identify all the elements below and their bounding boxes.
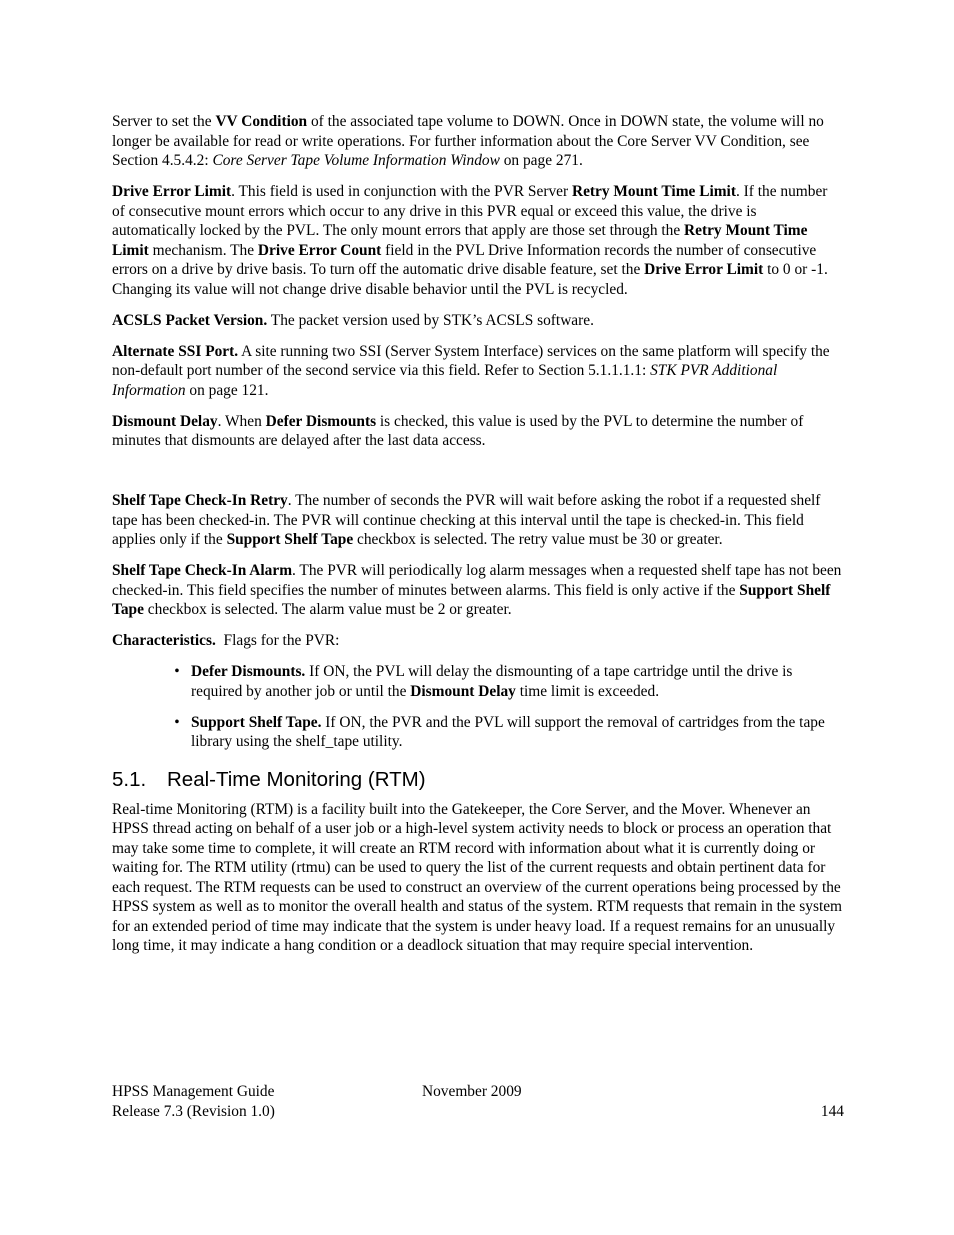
text-run: on page 271.: [499, 152, 583, 169]
text-run: . If the number of consecutive mount errors which occur to any drive in this PVR equal or exceed this value, the drive is automatically locked by the PVL. The only mount errors that apply are those set through the: [112, 183, 828, 239]
term-retry-mount-time-limit: Retry Mount Time Limit: [571, 183, 736, 200]
bullet-icon: •: [174, 663, 180, 680]
text-run: mechanism. The: [148, 241, 258, 259]
reference-title: STK PVR Additional Information: [112, 362, 778, 399]
term-shelf-tape-check-in-retry: Shelf Tape Check-In Retry: [112, 492, 288, 509]
text-run: Flags for the PVR:: [215, 632, 340, 649]
text-run: checkbox is selected. The retry value must be 30 or greater.: [353, 531, 723, 548]
footer-date: November 2009: [422, 1083, 522, 1100]
drive-error-limit-paragraph: [112, 182, 844, 299]
text-run: . The number of seconds the PVR will wait before asking the robot if a requested shelf tape has been checked-in. The PVR will continue checking at this interval until the tape is checked-in. This field applies only if the: [112, 492, 821, 548]
section-title: Real-Time Monitoring (RTM): [167, 767, 426, 791]
term-drive-error-limit: Drive Error Limit: [112, 183, 232, 200]
page-number: 144: [820, 1103, 844, 1120]
term-dismount-delay: Dismount Delay: [410, 682, 516, 700]
term-vv-condition: VV Condition: [215, 113, 308, 130]
text-run: checkbox is selected. The alarm value must be 2 or greater.: [143, 601, 512, 618]
text-run: . When: [217, 412, 266, 430]
term-drive-error-limit: Drive Error Limit: [644, 261, 764, 278]
term-characteristics: Characteristics.: [112, 632, 216, 649]
footer-guide-title: HPSS Management Guide: [112, 1083, 275, 1100]
shelf-tape-alarm-paragraph: [112, 561, 844, 620]
section-number: 5.1.: [112, 767, 147, 791]
footer-release: Release 7.3 (Revision 1.0): [112, 1103, 275, 1120]
reference-title: Core Server Tape Volume Information Window: [212, 152, 500, 169]
text-run: The packet version used by STK’s ACSLS software.: [267, 311, 594, 329]
shelf-tape-retry-paragraph: [112, 491, 844, 550]
body-text: [112, 112, 844, 967]
section-heading: [112, 768, 844, 792]
text-run: on page 121.: [185, 381, 269, 399]
dismount-delay-paragraph: [112, 412, 844, 451]
text-run: is checked, this value is used by the PVL to determine the number of minutes that dismounts are delayed after the last data access.: [112, 412, 804, 449]
text-run: . This field is used in conjunction with the PVR Server: [231, 183, 572, 200]
bullet-icon: •: [174, 713, 180, 731]
term-support-shelf-tape: Support Shelf Tape.: [191, 713, 322, 731]
flags-list: [112, 662, 844, 752]
vv-condition-paragraph: [112, 112, 844, 171]
text-run: If ON, the PVL will delay the dismounting of a tape cartridge until the drive is required by another job or until the: [191, 663, 793, 700]
list-item-support-shelf-tape: [174, 713, 841, 752]
term-acsls-packet-version: ACSLS Packet Version.: [112, 311, 268, 329]
term-shelf-tape-check-in-alarm: Shelf Tape Check-In Alarm: [112, 562, 293, 579]
text-run: of the associated tape volume to DOWN. Once in DOWN state, the volume will no longer be available for read or write operations. For further information about the Core Server VV Condition, see Section 4.5.4.2:: [112, 113, 824, 169]
text-run: . The PVR will periodically log alarm messages when a requested shelf tape has not been checked-in. This field specifies the number of minutes between alarms. This field is only active if the: [112, 562, 842, 599]
text-run: field in the PVL Drive Information records the number of consecutive errors on a drive by drive basis. To turn off the automatic drive disable feature, set the: [112, 241, 817, 278]
characteristics-paragraph: [112, 631, 844, 651]
term-defer-dismounts: Defer Dismounts.: [191, 663, 306, 680]
term-retry-mount-time-limit: Retry Mount Time Limit: [112, 222, 808, 259]
term-support-shelf-tape: Support Shelf Tape: [226, 531, 354, 548]
text-run: A site running two SSI (Server System Interface) services on the same platform will specify the non-default port number of the second service via this field. Refer to Section 5.1.1.1.1:: [112, 342, 830, 379]
text-run: Server to set the: [112, 113, 216, 130]
list-item-defer-dismounts: [174, 662, 841, 701]
text-run: If ON, the PVR and the PVL will support the removal of cartridges from the tape library using the shelf_tape utility.: [191, 713, 825, 750]
rtm-paragraph: Real-time Monitoring (RTM) is a facility built into the Gatekeeper, the Core Server, and the Mover. Whenever an HPSS thread acting on behalf of a user job or a high-level system activity needs to block or process an operation that may take some time to complete, it will create an RTM record with information about what it is currently doing or waiting for. The RTM utility (rtmu) can be used to query the list of the current requests and obtain pertinent data for each request. The RTM requests can be used to construct an overview of the current operations being processed by the HPSS system as well as to monitor the overall health and status of the system. RTM requests that remain in the system for an extended period of time may indicate that the system is under heavy load. If a request remains for an unusually long time, it may indicate a hang condition or a deadlock situation that may require special intervention.: [112, 800, 843, 954]
text-run: to 0 or -1. Changing its value will not change drive disable behavior until the PVL is recycled.: [112, 261, 828, 298]
term-drive-error-count: Drive Error Count: [257, 241, 382, 259]
term-dismount-delay: Dismount Delay: [112, 412, 218, 430]
term-defer-dismounts: Defer Dismounts: [265, 412, 377, 430]
term-alternate-ssi-port: Alternate SSI Port.: [112, 342, 239, 360]
blank-space: [112, 462, 844, 491]
term-support-shelf-tape: Support Shelf Tape: [112, 581, 831, 618]
text-run: time limit is exceeded.: [515, 682, 660, 700]
acsls-packet-version-paragraph: [112, 311, 844, 331]
page-footer: [112, 1082, 844, 1122]
alternate-ssi-port-paragraph: [112, 342, 844, 401]
